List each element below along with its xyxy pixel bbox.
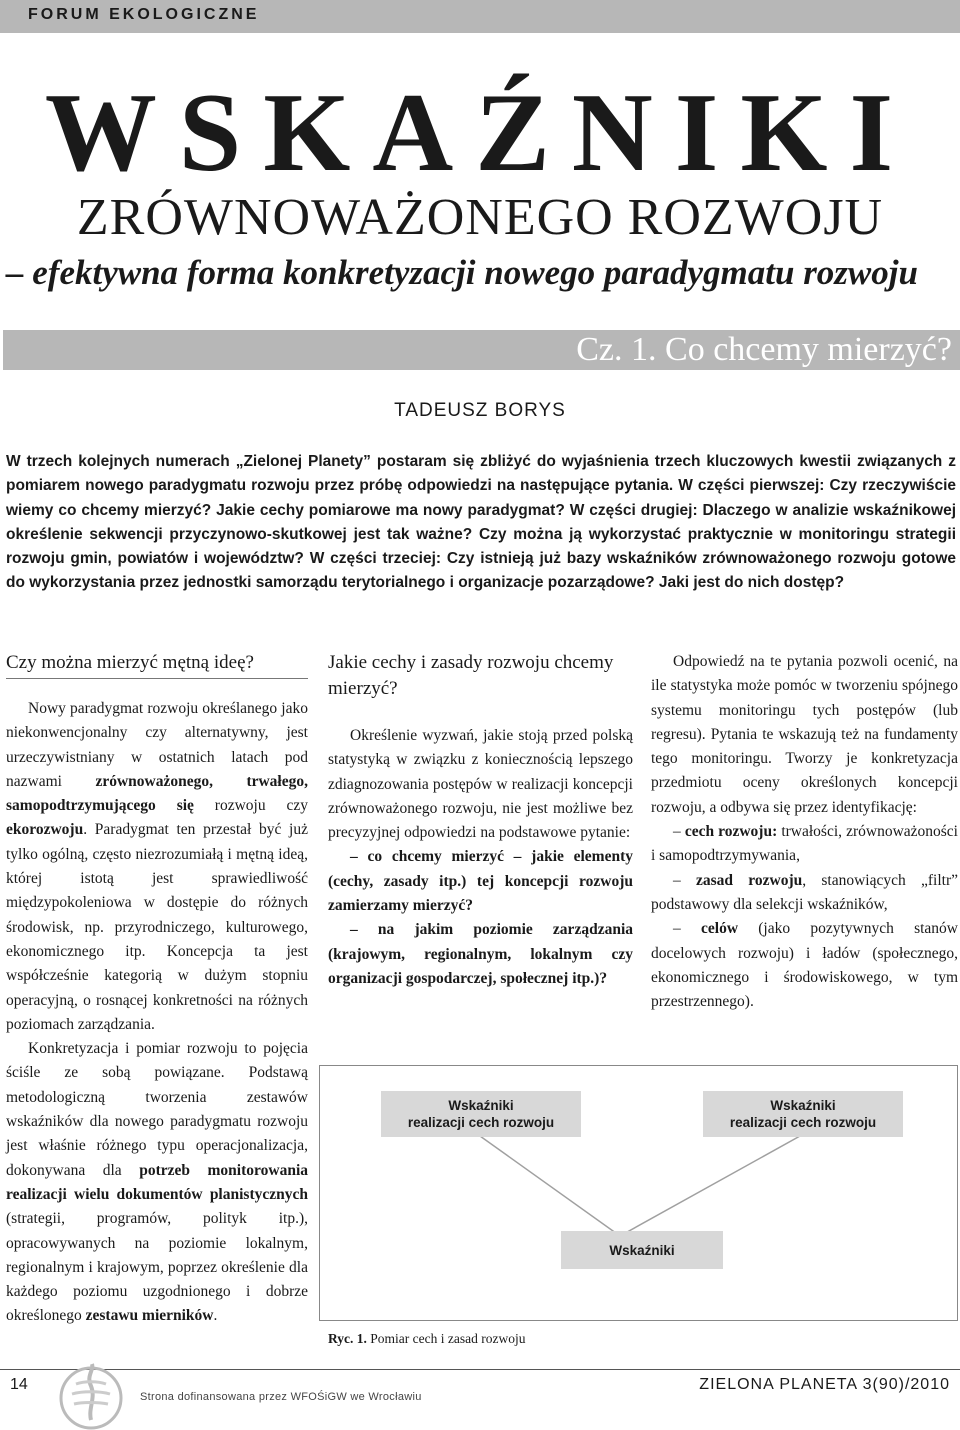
funding-note: Strona dofinansowana przez WFOŚiGW we Wrocławiu	[140, 1391, 422, 1403]
bold-run: zestawu mierników	[85, 1307, 214, 1325]
bold-run: – co chcemy mierzyć – jakie elementy (cechy, zasady itp.) tej koncepcji rozwoju zamierzamy mierzyć?	[328, 848, 633, 915]
col3-item-2	[651, 869, 958, 918]
indicator-box-bottom: Wskaźniki	[561, 1231, 723, 1269]
bold-run: zasad rozwoju	[696, 871, 803, 889]
author: TADEUSZ BORYS	[394, 400, 566, 421]
fund-logo-icon	[52, 1358, 130, 1430]
bold-run: cech rozwoju:	[684, 823, 778, 841]
section-heading-2: Jakie cechy i zasady rozwoju chcemy mierzyć?	[328, 652, 614, 699]
issue-label: ZIELONA PLANETA 3(90)/2010	[699, 1376, 950, 1393]
subtitle: – efektywna forma konkretyzacji nowego paradygmatu rozwoju	[6, 253, 918, 292]
section-label: FORUM EKOLOGICZNE	[28, 6, 260, 23]
caption-text: Pomiar cech i zasad rozwoju	[366, 1331, 526, 1346]
text-run: (jako pozytywnych stanów docelowych rozwoju) i ładów (społecznego, ekonomicznego i środowiskowego, w tym przestrzennego).	[651, 920, 958, 1011]
col1-paragraph-2	[6, 1037, 308, 1329]
part-title: Cz. 1. Co chcemy mierzyć?	[576, 331, 952, 368]
text-run: –	[673, 823, 685, 841]
col1-paragraph-1	[6, 697, 308, 1037]
indicator-box-right: Wskaźniki realizacji cech rozwoju	[703, 1091, 903, 1137]
connector-line	[480, 1136, 800, 1236]
figure-frame	[319, 1065, 958, 1321]
text-run: –	[673, 871, 697, 889]
footer-rule	[0, 1369, 960, 1370]
col3-item-3	[651, 917, 958, 1014]
title-line-2: ZRÓWNOWAŻONEGO ROZWOJU	[76, 189, 884, 246]
column-2	[328, 650, 633, 991]
text-run: , stanowiących „filtr” podstawowy dla selekcji wskaźników,	[651, 871, 959, 913]
text-run: Konkretyzacja i pomiar rozwoju to pojęcia ściśle ze sobą powiązane. Podstawą metodologiczną tworzenia zestawów wskaźników dla nowego paradygmatu rozwoju jest właśnie różnego typu operacjonalizacja, dokonywana dla	[6, 1040, 308, 1179]
caption-label: Ryc. 1.	[328, 1331, 367, 1346]
col2-question-1	[328, 845, 633, 918]
bold-run: zrównoważonego, trwałego, samopodtrzymującego się	[6, 772, 308, 815]
col3-item-1	[651, 820, 958, 869]
text-run: (strategii, programów, polityk itp.), opracowywanych na poziomie lokalnym, regionalnym i krajowym, poprzez określenie dla każdego poziomu uzgodnionego i dobrze określonego	[6, 1210, 308, 1325]
bold-run: potrzeb monitorowania realizacji wielu dokumentów planistycznych	[6, 1161, 308, 1203]
column-3	[651, 650, 958, 1014]
text-run: –	[673, 920, 701, 938]
text-run: . Paradygmat ten przestał być już tylko ogólną, często niezrozumiałą i mętną ideą, której istotą jest sprawiedliwość międzypokoleniowa w dostępie do różnych środowisk, np. przyrodniczego, kulturowego, ekonomicznego itp. Koncepcja ta jest współcześnie kategorią w dużym stopniu operacyjną, o rosnącej konkretności na różnych poziomach zarządzania.	[6, 821, 308, 1033]
bold-run: ekorozwoju	[6, 821, 84, 839]
bold-run: celów	[701, 920, 739, 938]
col3-paragraph-1: Odpowiedź na te pytania pozwoli ocenić, na ile statystyka może pomóc w tworzeniu spójnego systemu monitoringu tych postępów (lub regresu). Pytania te wskazują też na fundamenty tego monitoringu. Tworzy je konkretyzacja przedmiotu oceny określonych koncepcji rozwoju, a odbywa się przez identyfikację:	[651, 653, 958, 816]
section-heading-1: Czy można mierzyć mętną ideę?	[6, 650, 308, 679]
text-run: trwałości, zrównoważoności i samopodtrzymywania,	[651, 823, 958, 865]
indicator-box-left: Wskaźniki realizacji cech rozwoju	[381, 1091, 581, 1137]
figure-caption	[328, 1331, 525, 1347]
column-1	[6, 650, 308, 1329]
col2-question-2	[328, 918, 633, 991]
text-run: Nowy paradygmat rozwoju określanego jako niekonwencjonalny czy alternatywny, jest urzeczywistniany w ostatnich latach pod nazwami	[6, 700, 308, 790]
page-number: 14	[10, 1376, 28, 1393]
bold-run: – na jakim poziomie zarządzania (krajowym, regionalnym, lokalnym czy organizacji gospodarczej, społecznej itp.)?	[328, 921, 633, 987]
text-run: rozwoju czy	[193, 797, 308, 815]
text-run: .	[213, 1307, 218, 1325]
main-title: WSKAŹNIKI	[44, 71, 916, 195]
lead-paragraph: W trzech kolejnych numerach „Zielonej Planety” postaram się zbliżyć do wyjaśnienia trzech kluczowych kwestii związanych z pomiarem nowego paradygmatu rozwoju przez próbę odpowiedzi na następujące pytania. W części pierwszej: Czy rzeczywiście wiemy co chcemy mierzyć? Jakie cechy pomiarowe ma nowy paradygmat? W części drugiej: Dlaczego w analizie wskaźnikowej określenie sekwencji przyczynowo-skutkowej jest tak ważne? Czy można ją wykorzystać praktycznie w monitoringu strategii rozwoju gmin, powiatów i województw? W części trzeciej: Czy istnieją już bazy wskaźników zrównoważonego rozwoju gotowe do wykorzystania przez jednostki samorządu terytorialnego i organizacje pozarządowe? Jaki jest do nich dostęp?	[6, 453, 956, 592]
col2-paragraph-1: Określenie wyzwań, jakie stoją przed polską statystyką w związku z koniecznością lepszego zdiagnozowania postępów w realizacji koncepcji zrównoważonego rozwoju, nie jest możliwe bez precyzyjnej odpowiedzi na podstawowe pytanie:	[328, 727, 633, 842]
